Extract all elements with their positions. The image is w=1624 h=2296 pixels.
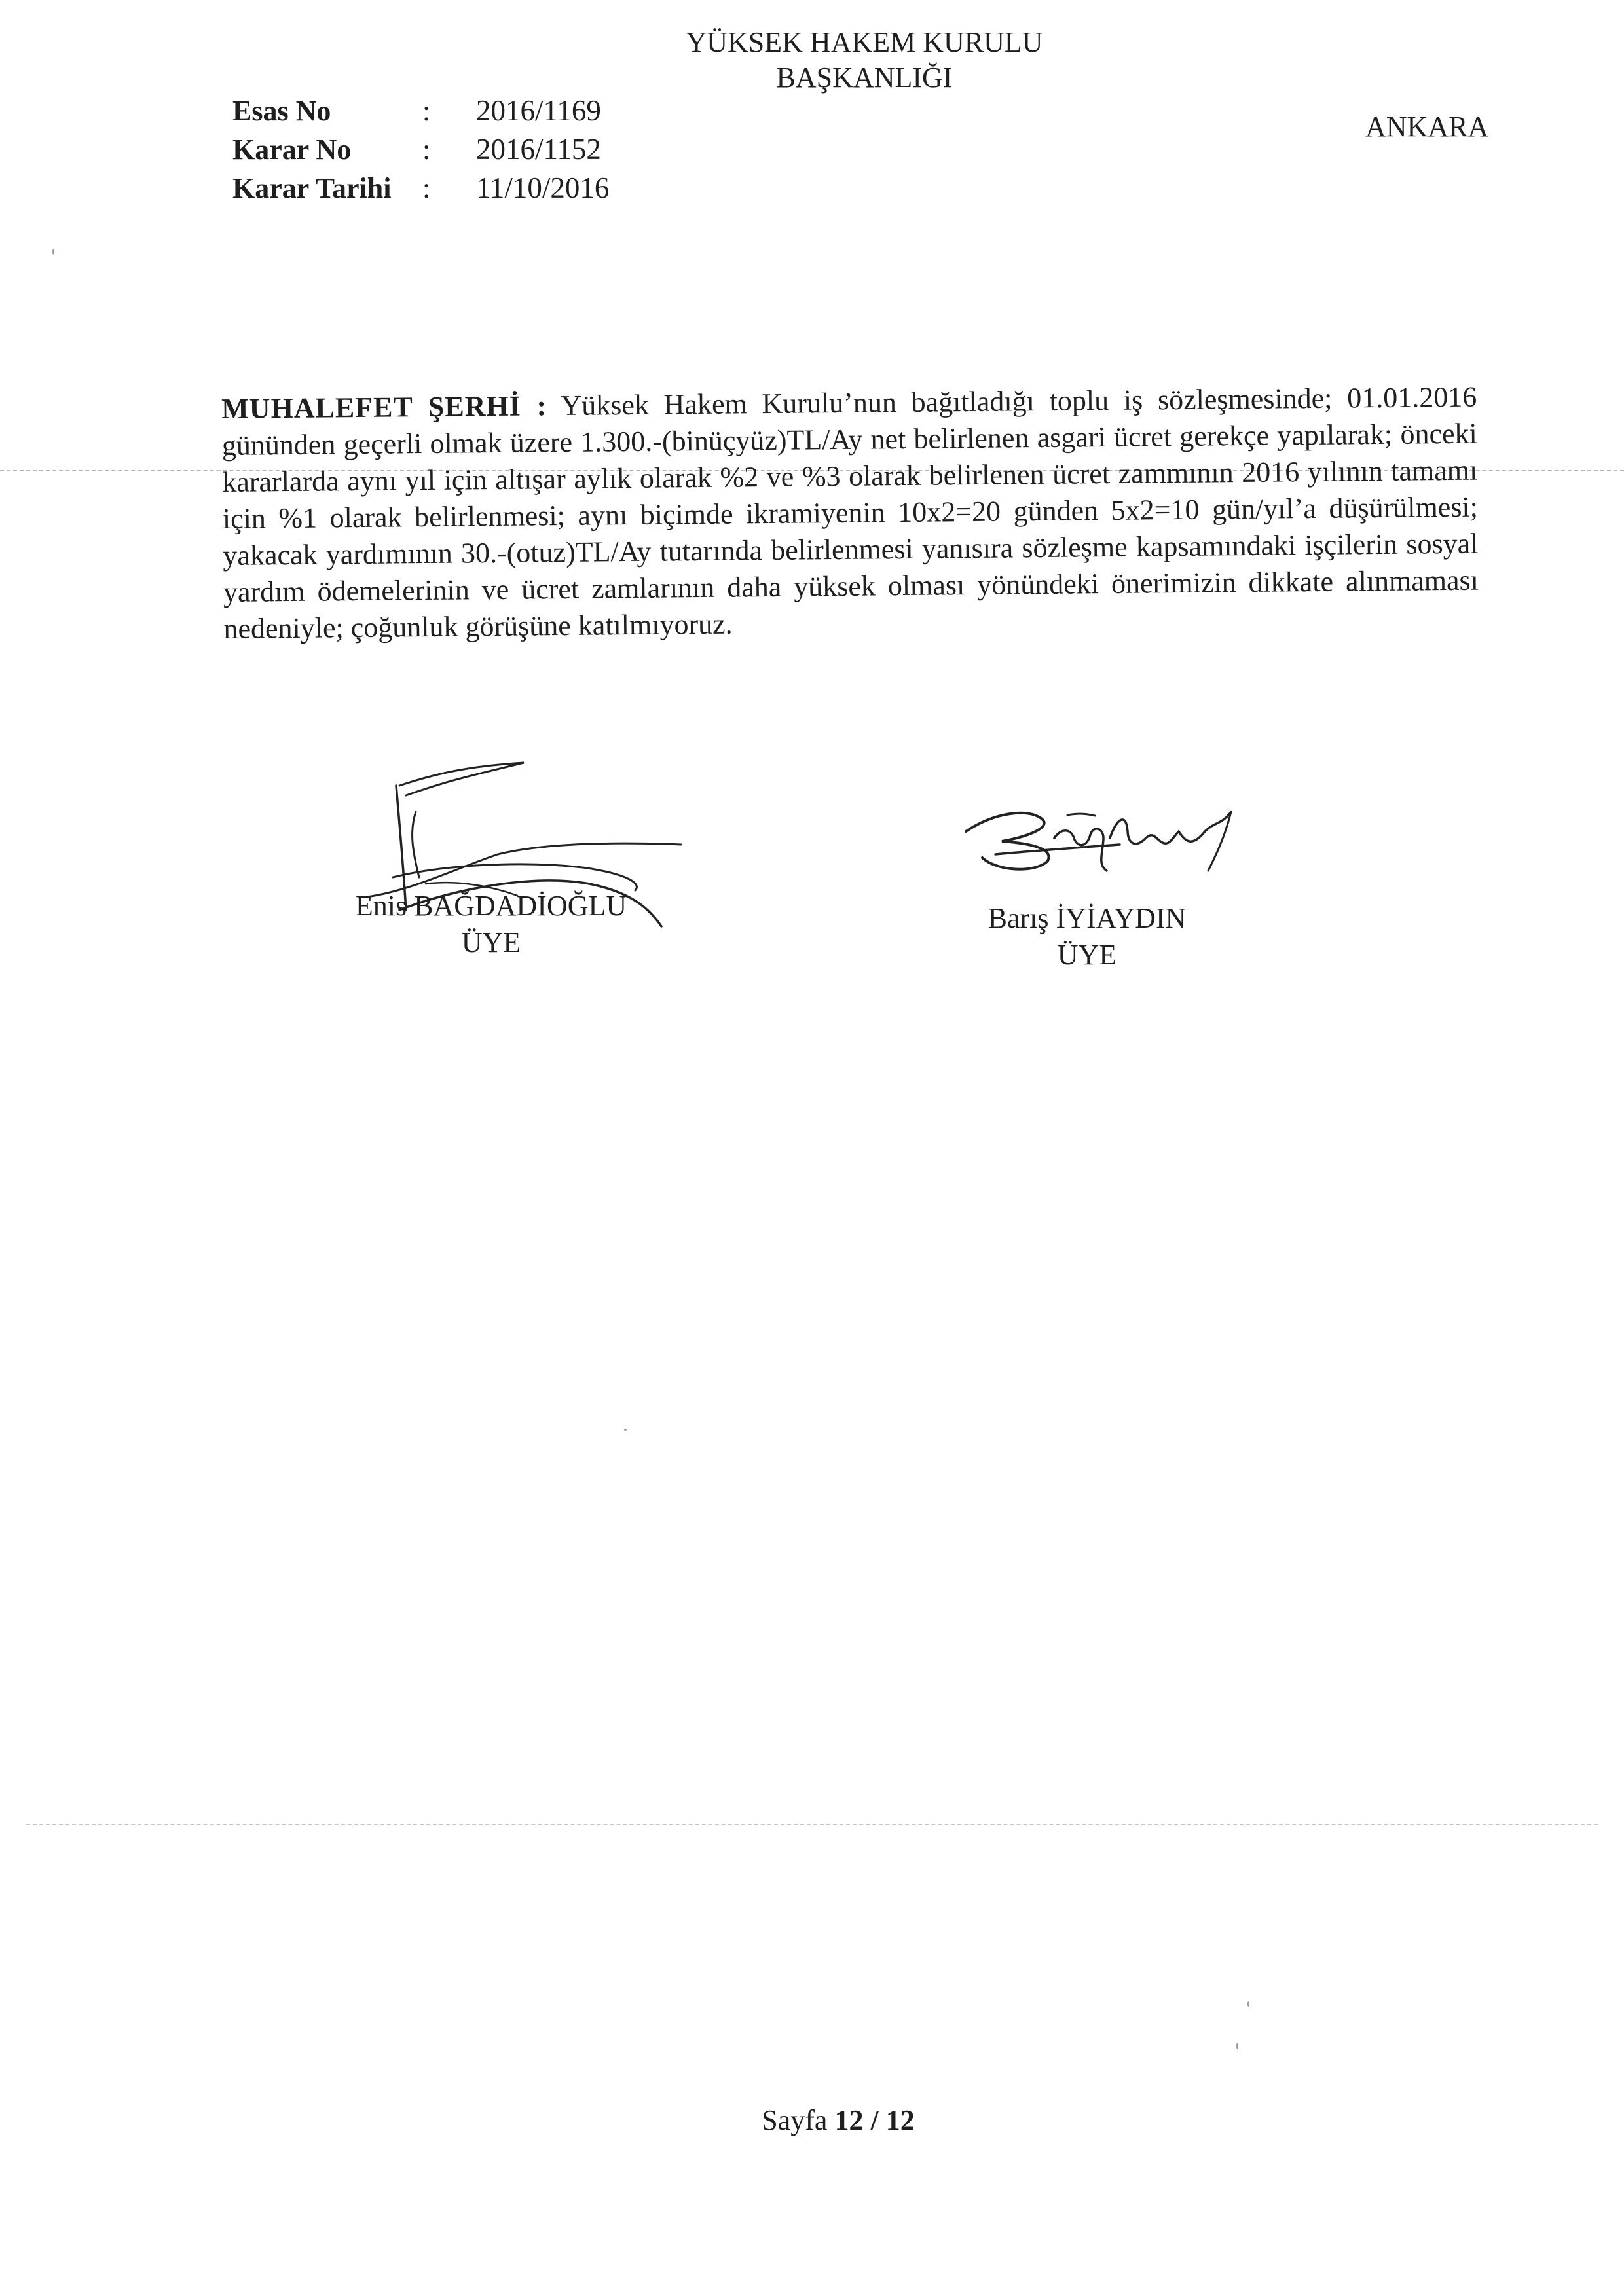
page-number bbox=[720, 2104, 956, 2137]
signatory-title: ÜYE bbox=[461, 926, 521, 958]
page-number-prefix: Sayfa bbox=[762, 2104, 828, 2136]
signatory-name: Barış İYİAYDIN bbox=[987, 902, 1187, 934]
decision-date-row bbox=[232, 169, 609, 208]
decision-date-label: Karar Tarihi bbox=[232, 172, 392, 204]
institution-subtitle: BAŞKANLIĞI bbox=[776, 62, 953, 94]
decision-number-row bbox=[232, 130, 609, 169]
institution-name: YÜKSEK HAKEM KURULU bbox=[686, 26, 1043, 58]
page-number-total: 12 bbox=[885, 2104, 915, 2136]
case-number-row bbox=[232, 92, 609, 130]
signatory-right bbox=[943, 900, 1231, 974]
case-info bbox=[232, 92, 609, 208]
city: ANKARA bbox=[1365, 111, 1489, 143]
decision-number-value: 2016/1152 bbox=[476, 133, 601, 166]
decision-date-colon: : bbox=[422, 172, 431, 204]
decision-number-label: Karar No bbox=[232, 134, 352, 166]
signature-baris-iyiaydin bbox=[956, 792, 1257, 890]
decision-number-colon: : bbox=[422, 134, 431, 166]
scan-speck bbox=[1236, 2043, 1238, 2049]
signatory-name: Enis BAĞDADİOĞLU bbox=[355, 890, 627, 922]
decision-date-value: 11/10/2016 bbox=[476, 172, 610, 204]
scan-fold-line-lower bbox=[26, 1824, 1598, 1825]
signatory-left bbox=[327, 888, 655, 961]
dissenting-opinion bbox=[221, 379, 1479, 647]
scan-speck bbox=[1247, 2001, 1249, 2007]
page-number-current: 12 bbox=[834, 2104, 864, 2136]
institution-header bbox=[589, 25, 1139, 96]
scan-speck bbox=[624, 1429, 627, 1431]
case-number-label: Esas No bbox=[232, 95, 331, 127]
dissenting-opinion-body: Yüksek Hakem Kurulu’nun bağıtladığı toplu iş sözleşmesinde; 01.01.2016 gününden geçerli olmak üzere 1.300.-(binüçyüz)TL/Ay net belirlenen asgari ücret gerekçe yapılarak; önceki kararlarda aynı yıl için altışar aylık olarak %2 ve %3 olarak belirlenen ücret zammının 2016 yılının tamamı için %1 olarak belirlenmesi; aynı biçimde ikramiyenin 10x2=20 günden 5x2=10 gün/yıl’a düşürülmesi; yakacak yardımının 30.-(otuz)TL/Ay tutarında belirlenmesi yanısıra sözleşme kapsamındaki işçilerin sosyal yardım ödemelerinin ve ücret zamlarının daha yüksek olması yönündeki önerimizin dikkate alınmaması nedeniyle; çoğunluk görüşüne katılmıyoruz. bbox=[221, 380, 1479, 645]
signatory-title: ÜYE bbox=[1057, 939, 1117, 971]
case-number-value: 2016/1169 bbox=[476, 94, 601, 127]
scan-speck bbox=[52, 249, 54, 255]
dissenting-opinion-heading: MUHALEFET ŞERHİ : bbox=[221, 390, 547, 425]
case-number-colon: : bbox=[422, 95, 431, 127]
page-number-separator: / bbox=[870, 2104, 879, 2136]
